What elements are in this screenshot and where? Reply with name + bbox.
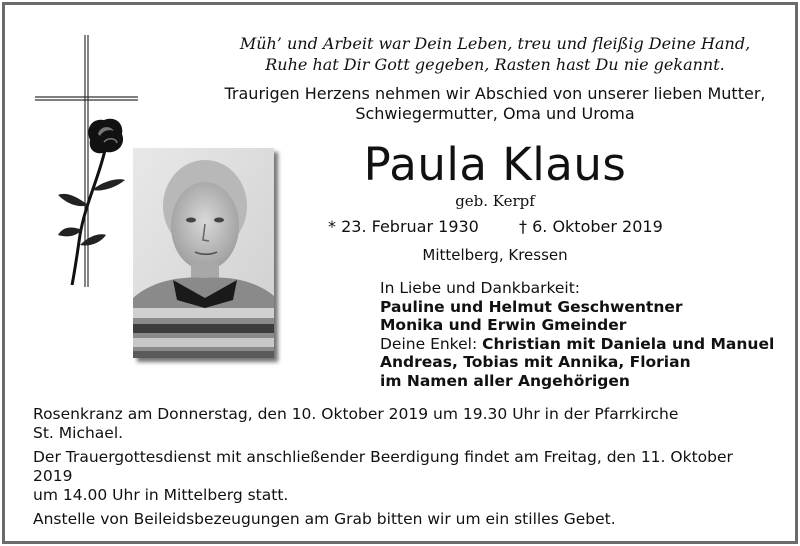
grandchildren-line bbox=[380, 335, 774, 354]
mourner-line: Pauline und Helmut Geschwentner bbox=[380, 297, 683, 316]
cross-with-rose-icon bbox=[30, 30, 145, 295]
announcement-intro bbox=[210, 84, 780, 124]
mourner-line: im Namen aller Angehörigen bbox=[380, 371, 630, 390]
mourner-line: Monika und Erwin Gmeinder bbox=[380, 316, 627, 334]
service-details bbox=[33, 405, 773, 534]
funeral-line: um 14.00 Uhr in Mittelberg statt. bbox=[33, 486, 289, 504]
residence-places: Mittelberg, Kressen bbox=[422, 246, 568, 264]
rosary-line: Rosenkranz am Donnerstag, den 10. Oktober 2019 um 19.30 Uhr in der Pfarrkirche bbox=[33, 405, 679, 423]
condolence-request: Anstelle von Beileidsbezeugungen am Grab bitten wir um ein stilles Gebet. bbox=[33, 510, 616, 528]
mourners-list bbox=[380, 279, 774, 390]
mourner-names: Christian mit Daniela und Manuel bbox=[482, 334, 775, 353]
poem-verse bbox=[210, 33, 780, 75]
mourners-intro: In Liebe und Dankbarkeit: bbox=[380, 279, 581, 297]
death-date: † 6. Oktober 2019 bbox=[519, 217, 663, 236]
birth-date: * 23. Februar 1930 bbox=[328, 217, 479, 236]
rosary-line: St. Michael. bbox=[33, 424, 124, 442]
intro-line: Traurigen Herzens nehmen wir Abschied von unserer lieben Mutter, bbox=[224, 84, 766, 103]
mourner-line: Andreas, Tobias mit Annika, Florian bbox=[380, 353, 691, 371]
deceased-name: Paula Klaus bbox=[363, 138, 627, 191]
poem-line: Ruhe hat Dir Gott gegeben, Rasten hast Du nie gekannt. bbox=[265, 55, 725, 74]
maiden-name: geb. Kerpf bbox=[455, 192, 535, 210]
intro-line: Schwiegermutter, Oma und Uroma bbox=[355, 104, 635, 123]
funeral-info bbox=[33, 448, 773, 505]
funeral-line: Der Trauergottesdienst mit anschließender Beerdigung findet am Freitag, den 11. Oktober 2019 bbox=[33, 448, 733, 485]
poem-line: Müh’ und Arbeit war Dein Leben, treu und fleißig Deine Hand, bbox=[239, 34, 751, 53]
grandchildren-label: Deine Enkel: bbox=[380, 334, 483, 353]
rosary-info bbox=[33, 405, 773, 443]
portrait-photo bbox=[133, 148, 274, 358]
